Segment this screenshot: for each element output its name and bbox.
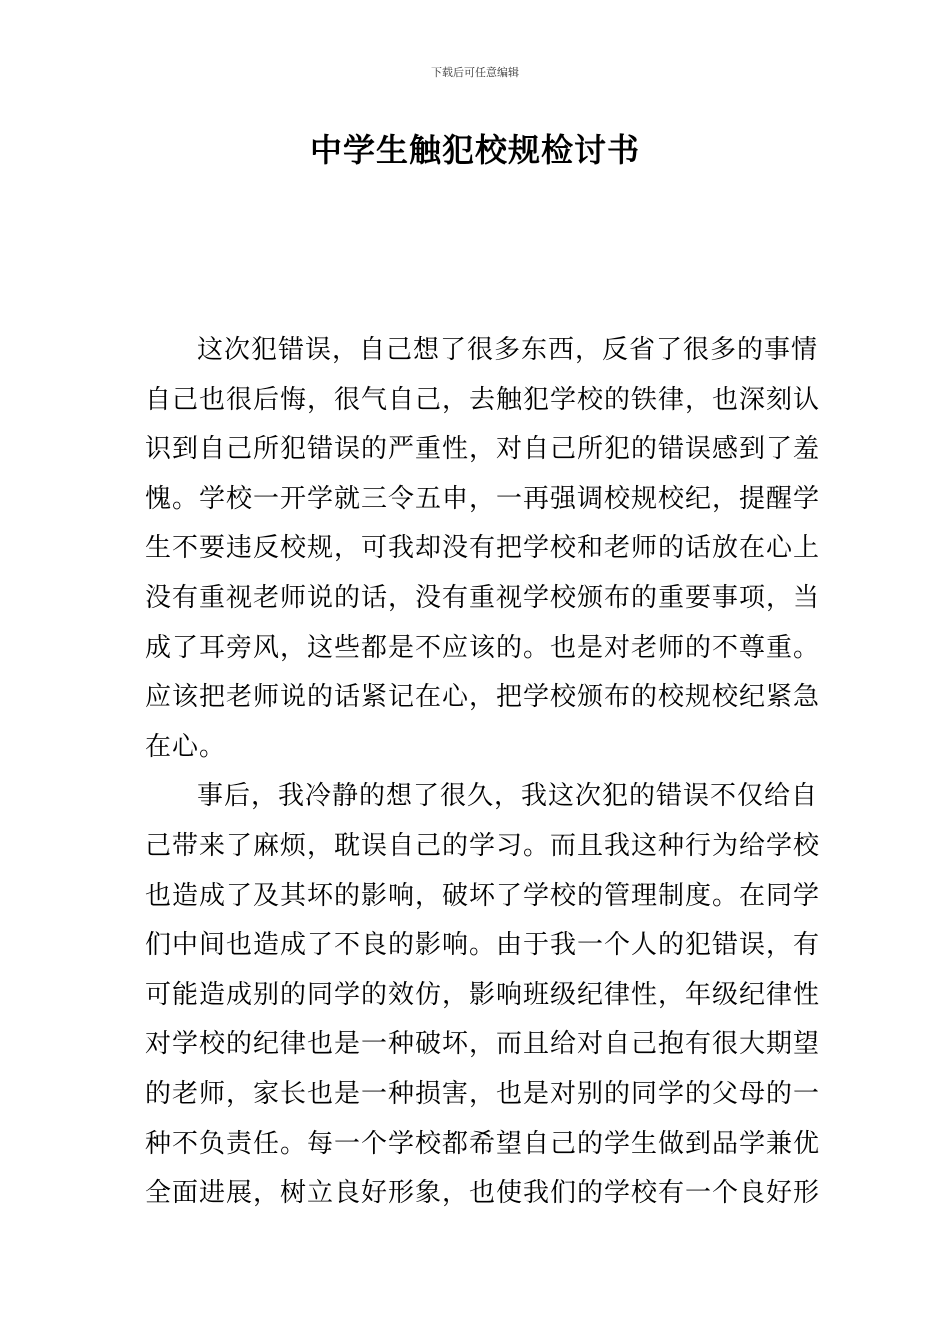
paragraph-line: 全面进展，树立良好形象，也使我们的学校有一个良好形 bbox=[145, 1178, 821, 1209]
paragraph-line: 识到自己所犯错误的严重性，对自己所犯的错误感到了羞 bbox=[145, 434, 821, 465]
paragraph-line: 的老师，家长也是一种损害，也是对别的同学的父母的一 bbox=[145, 1078, 821, 1109]
header-note: 下载后可任意编辑 bbox=[431, 66, 519, 79]
paragraph-line: 在心。 bbox=[145, 731, 227, 762]
document-body bbox=[145, 326, 821, 1219]
paragraph-2 bbox=[145, 772, 821, 1218]
paragraph-1 bbox=[145, 326, 821, 772]
paragraph-line: 们中间也造成了不良的影响。由于我一个人的犯错误，有 bbox=[145, 930, 821, 961]
paragraph-line: 可能造成别的同学的效仿，影响班级纪律性，年级纪律性 bbox=[145, 979, 821, 1010]
paragraph-line: 对学校的纪律也是一种破坏，而且给对自己抱有很大期望 bbox=[145, 1029, 821, 1060]
paragraph-line: 成了耳旁风，这些都是不应该的。也是对老师的不尊重。 bbox=[145, 632, 821, 663]
paragraph-line: 种不负责任。每一个学校都希望自己的学生做到品学兼优 bbox=[145, 1128, 821, 1159]
paragraph-line: 愧。学校一开学就三令五申，一再强调校规校纪，提醒学 bbox=[145, 483, 821, 514]
paragraph-line: 应该把老师说的话紧记在心，把学校颁布的校规校纪紧急 bbox=[145, 682, 821, 713]
paragraph-line: 也造成了及其坏的影响，破坏了学校的管理制度。在同学 bbox=[145, 880, 821, 911]
paragraph-line: 这次犯错误，自己想了很多东西，反省了很多的事情 bbox=[197, 335, 819, 365]
document-title: 中学生触犯校规检讨书 bbox=[309, 131, 640, 169]
paragraph-line: 自己也很后悔，很气自己，去触犯学校的铁律，也深刻认 bbox=[145, 384, 821, 415]
paragraph-line: 己带来了麻烦，耽误自己的学习。而且我这种行为给学校 bbox=[145, 830, 821, 861]
paragraph-line: 没有重视老师说的话，没有重视学校颁布的重要事项，当 bbox=[145, 582, 821, 613]
paragraph-line: 事后，我冷静的想了很久，我这次犯的错误不仅给自 bbox=[197, 781, 819, 812]
paragraph-line: 生不要违反校规，可我却没有把学校和老师的话放在心上 bbox=[145, 533, 821, 564]
